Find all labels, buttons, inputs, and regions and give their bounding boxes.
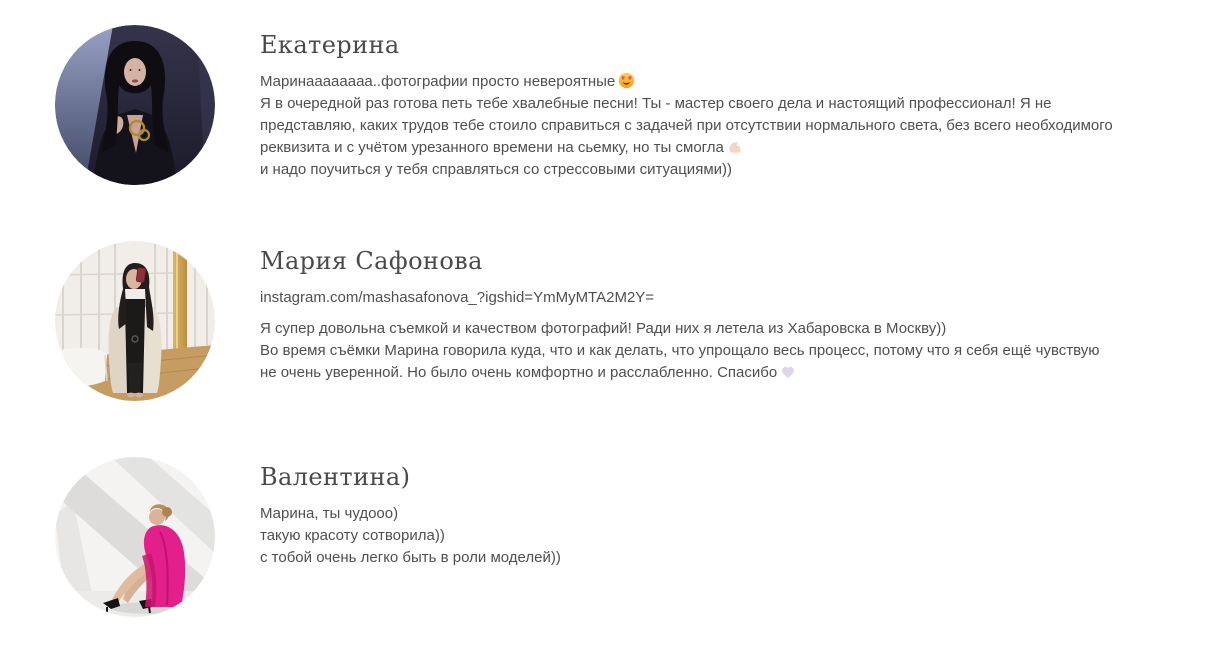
instagram-link[interactable]: instagram.com/mashasafonova_?igshid=YmMyMTA2M2Y= [260, 289, 655, 306]
testimonial-name: Екатерина [260, 31, 400, 59]
testimonial-body [260, 93, 1120, 159]
intro-text: Маринаааааааа..фотографии просто невероятные [260, 73, 616, 90]
heart-eyes-icon [618, 72, 635, 89]
woman-pink-coat-image [55, 457, 215, 617]
avatar-maria [55, 241, 215, 401]
body-text: Я в очередной раз готова петь тебе хвалебные песни! Ты - мастер своего дела и настоящий профессионал! Я не представляю, каких трудов тебе стоило справиться с задачей при отсутствии нормального света, без всего необходимого реквизита и с учётом урезанного времени на сьемку, но ты смогла [260, 95, 1113, 156]
testimonial-content-maria [260, 241, 1120, 384]
testimonial-line: такую красоту сотворила)) [260, 527, 445, 544]
testimonial-content-ekaterina [260, 25, 1120, 181]
testimonial-text [260, 71, 1120, 181]
testimonial-card-maria [55, 241, 1213, 401]
testimonial-line-intro [260, 71, 1120, 93]
avatar-valentina [55, 457, 215, 617]
testimonial-name: Мария Сафонова [260, 247, 483, 275]
testimonial-text [260, 503, 561, 569]
testimonial-name: Валентина) [260, 463, 411, 491]
testimonial-content-valentina [260, 457, 561, 569]
flexed-biceps-icon [727, 139, 743, 155]
lavender-heart-icon [780, 364, 796, 380]
testimonial-line-outro: и надо поучиться у тебя справляться со стрессовыми ситуациями)) [260, 161, 732, 178]
testimonial-paragraph [260, 340, 1120, 384]
woman-dark-portrait-image [55, 25, 215, 185]
testimonial-line: с тобой очень легко быть в роли моделей)) [260, 549, 561, 566]
paragraph-text: Во время съёмки Марина говорила куда, что и как делать, что упрощало весь процесс, потому что я себя ещё чувствую не очень уверенной. Но было очень комфортно и расслабленно. Спасибо [260, 342, 1100, 381]
testimonial-card-valentina [55, 457, 1213, 617]
woman-mirror-selfie-image [55, 241, 215, 401]
testimonial-card-ekaterina [55, 25, 1213, 185]
avatar-ekaterina [55, 25, 215, 185]
testimonial-line: Марина, ты чудооо) [260, 505, 399, 522]
testimonial-text [260, 287, 1120, 384]
testimonial-paragraph: Я супер довольна съемкой и качеством фотографий! Ради них я летела из Хабаровска в Москву)) [260, 320, 947, 337]
